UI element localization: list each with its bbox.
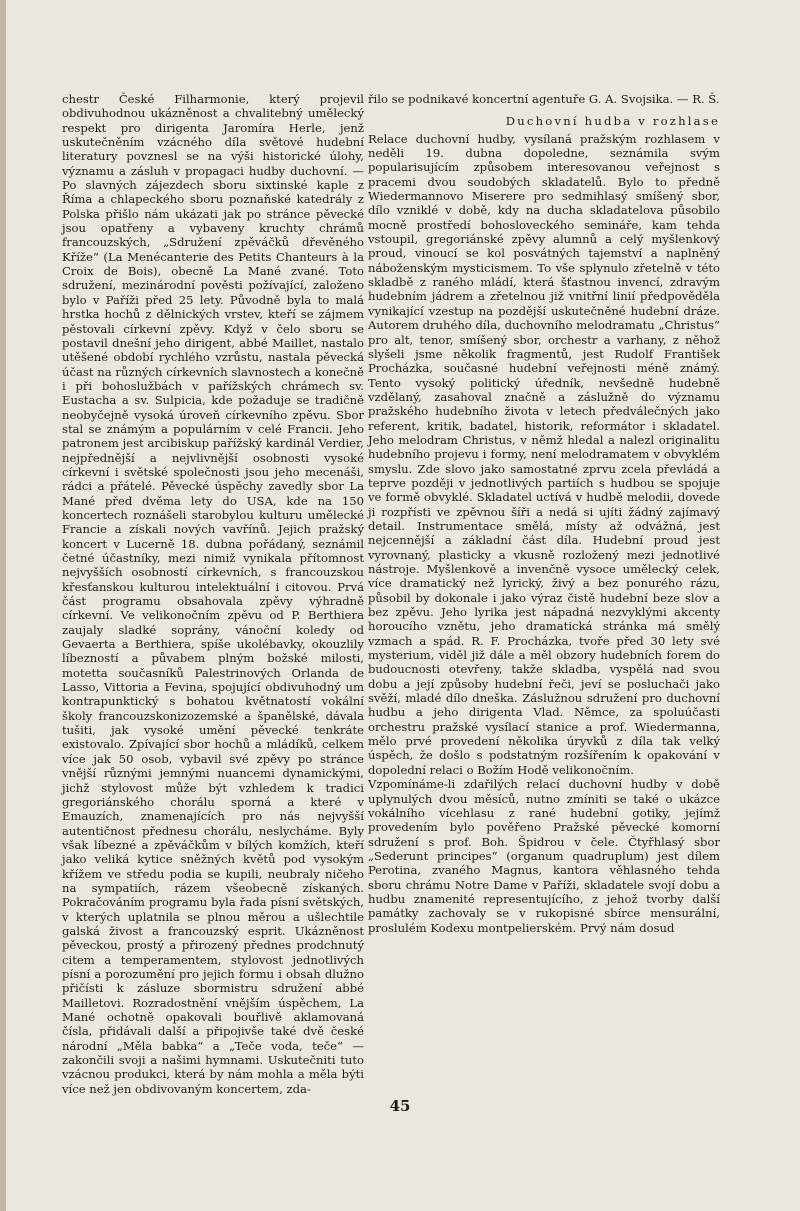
right-column xyxy=(368,92,720,935)
right-intro-text: řilo se podnikavé koncertní agentuře G. A. Svojsika. — R. Š. xyxy=(368,92,720,106)
left-column xyxy=(62,92,364,1096)
right-paragraph-1: Relace duchovní hudby, vysílaná pražským rozhlasem v neděli 19. dubna dopoledne, seznámila svým popularisujícím způsobem interesovanou veřejnost s pracemi dvou soudobých skladatelů. Bylo to předně Wiedermannovo Miserere pro sedmihlasý smíšený sbor, dílo vzniklé v době, kdy na ducha skladatelova působilo mocně prostředí bohosloveckého semináře, kam tehda vstoupil, gregoriánské zpěvy alumnů a celý myšlenkový proud, vinoucí se kol posvátných tajemství a naplněný náboženským mysticismem. To vše splynulo zřetelně v této skladbě z raného mládí, která šťastnou invencí, zdravým hudebním jádrem a zřetelnou již vnitřní linií předpověděla vynikající vzestup na pozdější uskutečněné hudební dráze. Autorem druhého díla, duchovního melodramatu „Christus“ pro alt, tenor, smíšený sbor, orchestr a varhany, z něhož slyšeli jsme několik fragmentů, jest Rudolf František Procházka, současné hudební veřejnosti méně známý. Tento vysoký politický úředník, nevšedně hudebně vzdělaný, zasahoval značně a záslužně do významu pražského hudebního života v letech předválečných jako referent, kritik, badatel, historik, reformátor i skladatel. Jeho melodram Christus, v němž hledal a nalezl originalitu hudebního projevu i formy, není melodramatem v obvyklém smyslu. Zde slovo jako samostatné zprvu zcela převládá a teprve později v jednotlivých partiích s hudbou se spojuje ve formě obvyklé. Skladatel uctívá v hudbě melodii, dovede ji rozpřísti ve zpěvnou šíři a nedá si ujíti žádný zajímavý detail. Instrumentace smělá, místy až odvážná, jest nejcennější a základní část díla. Hudební proud jest vyrovnaný, plasticky a vkusně rozložený mezi jednotlivé nástroje. Myšlenkově a invenčně vysoce umělecký celek, více dramatický než lyrický, živý a bez ponurého rázu, působil by dokonale i jako výraz čistě hudební beze slov a bez zpěvu. Jeho lyrika jest nápadná nezvyklými akcenty horoucího vznětu, jeho dramatická stránka má smělý vzmach a spád. R. F. Procházka, tvoře před 30 lety své mysterium, viděl již dále a měl obzory hudebních forem do budoucnosti otevřeny, takže skladba, vyspělá nad svou dobu a její způsoby hudební řeči, jeví se posluchači jako svěží, mladé dílo dneška. Záslužnou sdružení pro duchovní hudbu a jeho dirigenta Vlad. Němce, za spoluúčasti orchestru pražské vysílací stanice a prof. Wiedermanna, mělo prvé provedení několika úryvků z díla tak velký úspěch, že došlo s podstatným rozšířením k opakování v dopolední relaci o Božím Hodě velikonočním. xyxy=(368,131,720,777)
right-paragraph-2: Vzpomínáme-li zdařilých relací duchovní hudby v době uplynulých dvou měsíců, nutno zmíniti se také o ukázce vokálního vícehlasu z rané hudební gotiky, jejímž provedením bylo pověřeno Pražské pěvecké komorní sdružení s prof. Boh. Špidrou v čele. Čtyřhlasý sbor „Sederunt principes“ (organum quadruplum) jest dílem Perotina, zvaného Magnus, kantora věhlasného tehda sboru chrámu Notre Dame v Paříži, skladatele svojí dobu a hudbu znamenité representujícího, z jehož tvorby další památky zachovaly se v rukopisné sbírce mensurální, proslulém Kodexu montpelierském. Prvý nám dosud xyxy=(368,777,720,935)
page-number: 45 xyxy=(389,1097,411,1115)
left-paragraph-1: chestr České Filharmonie, který projevil obdivuhodnou ukázněnost a chvalitebný umělecký respekt pro dirigenta Jaromíra Herle, jenž uskutečněním vzácného díla světové hudební literatury povznesl se na výši historické úlohy, významu a zásluh v propagaci hudby duchovní. — Po slavných zájezdech sboru sixtinské kaple z Říma a chlapeckého sboru poznaňské katedrály z Polska přišlo nám ukázati jak po stránce pěvecké jsou opatřeny a vybaveny kruchty chrámů francouzských, „Sdružení zpěváčků dřevěného Kříže“ (La Menécanterie des Petits Chanteurs à la Croix de Bois), obecně La Mané zvané. Toto sdružení, mezinárodní pověsti požívající, založeno bylo v Paříži před 25 lety. Původně byla to malá hrstka hochů z dělnických vrstev, kteří se zájmem pěstovali církevní zpěvy. Když v čelo sboru se postavil dnešní jeho dirigent, abbé Maillet, nastalo utěšené období rychlého vzrůstu, nastala pěvecká účast na různých církevních slavnostech a konečně i při bohoslužbách v pařížských chrámech sv. Eustacha a sv. Sulpicia, kde požaduje se tradičně neobyčejně vysoká úroveň církevního zpěvu. Sbor stal se známým a populárním v celé Francii. Jeho patronem jest arcibiskup pařížský kardinál Verdier, nejpřednější a nejvlivnější osobnosti vysoké církevní i světské společnosti jsou jeho mecenáši, rádci a přátelé. Pěvecké úspěchy zavedly sbor La Mané před dvěma lety do USA, kde na 150 koncertech roznášeli starobylou kulturu umělecké Francie a získali nových vavřínů. Jejich pražský koncert v Lucerně 18. dubna pořádaný, seznámil četné účastníky, mezi nimiž vynikala přítomnost nejvyšších osobností církevních, s francouzskou křesťanskou kulturou intelektuální i citovou. Prvá část programu obsahovala zpěvy výhradně církevní. Ve velikonočním zpěvu od P. Berthiera zaujaly sladké soprány, vánoční koledy od Gevaerta a Berthiera, spíše ukolébavky, okouzlily líbezností a půvabem plným božské milosti, motetta současníků Palestrinových Orlanda de Lasso, Vittoria a Fevina, spojující obdivuhodný um kontrapunktický s bohatou květnatostí vokální školy francouzskonizozemské a španělské, dávala tušiti, jak vysoké umění pěvecké tenkráte existovalo. Zpívající sbor hochů a mládíků, celkem více jak 50 osob, vybavil své zpěvy po stránce vnější různými jemnými nuancemi dynamickými, jichž stylovost může být vzhledem k tradici gregoriánského chorálu sporná a které v Emauzích, znamenajících pro nás nejvyšší autentičnost přednesu chorálu, neslycháme. Byly však líbezné a zpěváčkům v bílých komžích, kteří jako veliká kytice sněžných květů pod vysokým křížem ve středu podia se kupili, neubraly ničeho na sympatiích, rázem všeobecně získaných. Pokračováním programu byla řada písní světských, v kterých uplatnila se plnou měrou a ušlechtile galská živost a francouzský esprit. Ukázněnost pěveckou, prostý a přirozený přednes prodchnutý citem a temperamentem, stylovost jednotlivých písní a porozumění pro jejich formu i obsah dlužno přičísti k zásluze sbormistru sdružení abbé Mailletovi. Rozradostnění vnějším úspěchem, La Mané ochotně opakovali bouřlivě aklamovaná čísla, přidávali další a připojivše také dvě české národní „Měla babka“ a „Teče voda, teče“ — zakončili svoji a našimi hymnami. Uskutečniti tuto vzácnou produkci, která by nám mohla a měla býti více než jen obdivovaným koncertem, zda- xyxy=(62,92,364,1096)
page-edge xyxy=(0,0,6,1211)
section-heading: Duchovní hudba v rozhlase xyxy=(505,114,720,129)
